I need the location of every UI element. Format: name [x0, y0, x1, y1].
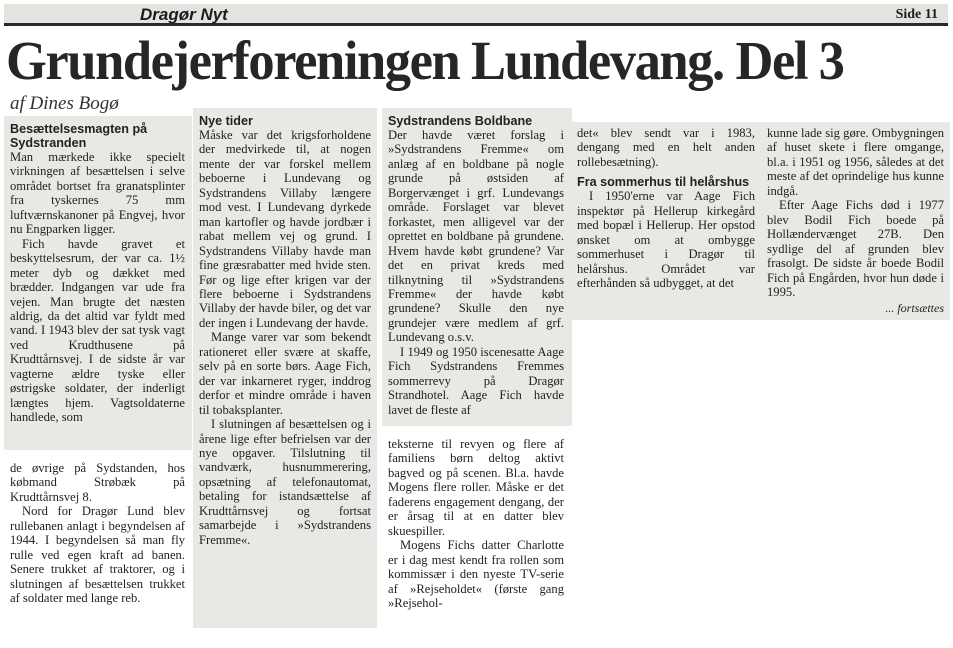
paragraph: kunne lade sig gøre. Ombygningen af huset skete i flere omgange, bl.a. i 1951 og 1956, således at det meste af det oprindelige hus kunne indgå. — [767, 126, 944, 198]
page-number: Side 11 — [895, 7, 938, 22]
column-1 — [10, 121, 185, 425]
column-3-continued — [388, 437, 564, 610]
masthead — [4, 4, 948, 26]
paper-name: Dragør Nyt — [140, 5, 228, 24]
subheading-occupation: Besættelsesmagten på Sydstranden — [10, 122, 148, 150]
column-2 — [199, 113, 371, 547]
paragraph: I slutningen af besættelsen og i årene lige efter befrielsen var der nye opgaver. Tilslutning til vandværk, husnummerering, opsætning af telefonautomat, betaling for istandsættelse af Krudttårnsvej og fortsat samarbejde i »Sydstrandens Fremme«. — [199, 417, 371, 547]
paragraph: Mange varer var som bekendt rationeret eller svære at skaffe, selv på en sorte børs. Aage Fich, der var inkarneret ryger, inddrog derfor et mindre område i haven til tobaksplanter. — [199, 330, 371, 417]
column-3 — [388, 113, 564, 417]
paragraph: Der havde været forslag i »Sydstrandens Fremme« om anlæg af en boldbane på nogle grunde på østsiden af Borgervænget i grf. Lundevangs område. Forslaget var blevet forkastet, men alligevel var der oprettet en boldbane på grundene. Hvem havde købt grundene? Var det en privat kreds med tilknytning til »Sydstrandens Fremme« der havde købt grundene? Skulle den nye grundejer være medlem af grf. Lundevang o.s.v. — [388, 128, 564, 345]
paragraph: Fich havde gravet et beskyttelsesrum, der var ca. 1½ meter dyb og dækket med brædder. Indgangen var ude fra vejen. Man brugte det næsten aldrig, da det altid var fyldt med vand. I 1943 blev der sat tysk vagt ved Krudthusene på Krudttårnsvej. I de sidste år var vagterne ældre tyske eller østrigske soldater, der inderligt længtes hjem. Vagtsoldaterne handlede, som — [10, 236, 185, 425]
paragraph: Efter Aage Fichs død i 1977 blev Bodil Fich boede på Hollændervænget 27B. Den sydlige del af grunden blev frasolgt. De sidste år boede Bodil Fich på Engården, hvor hun døde i 1995. — [767, 198, 944, 299]
paragraph: Nord for Dragør Lund blev rullebanen anlagt i begyndelsen af 1944. I begyndelsen så man fly rulle ved egen kraft ad banen. Senere trukket af traktorer, og i slutningen af besættelsen trukket af soldater med lange reb. — [10, 504, 185, 606]
paragraph: I 1949 og 1950 iscenesatte Aage Fich Sydstrandens Fremmes sommerrevy på Dragør Strandhotel. Aage Fich havde lavet de fleste af — [388, 344, 564, 417]
paragraph: teksterne til revyen og flere af familiens børn deltog aktivt bagved og på scenen. Bl.a. havde Mogens flere roller. Måske er det faderens engagement dengang, der er årsag til at en datter blev skuespiller. — [388, 437, 564, 538]
paragraph: I 1950'erne var Aage Fich inspektør på Hellerup kirkegård med bopæl i Hellerup. Her opstod ønsket om at ombygge sommerhuset i Dragør til helårshus. Området var efterhånden så udbygget, at det — [577, 189, 755, 291]
byline: af Dines Bogø — [10, 93, 119, 114]
headline: Grundejerforeningen Lundevang. Del 3 — [6, 30, 844, 91]
paragraph: Mogens Fichs datter Charlotte er i dag mest kendt fra rollen som kommissær i den nyeste TV-serie af »Rejseholdet« (første gang »Rejsehol- — [388, 538, 564, 610]
paragraph: det« blev sendt var i 1983, dengang med en helt anden rollebesætning). — [577, 126, 755, 169]
paragraph: Måske var det krigsforholdene der medvirkede til, at nogen mente der var forskel mellem beboerne i Lundevang og Sydstrandens Villaby længere mod vest. I Lundevang dyrkede man kartofler og havde jordbær i rabat mellem vej og grund. I Sydstrandens Villaby havde man fine græsrabatter med hvide sten. Før og lige efter krigen var der flere beboerne i Sydstrandens Villaby der havde biler, og det var der ingen i Lundevang der havde. — [199, 128, 371, 330]
subheading-new-times: Nye tider — [199, 114, 253, 128]
continued-note: ... fortsættes — [885, 301, 944, 316]
paragraph: de øvrige på Sydstanden, hos købmand Strøbæk på Krudttårnsvej 8. — [10, 461, 185, 504]
subheading-summer-house: Fra sommerhus til helårshus — [577, 175, 750, 190]
column-5 — [767, 126, 944, 316]
column-4 — [577, 126, 755, 291]
paragraph: Man mærkede ikke specielt virkningen af besættelsen i selve området bortset fra granatsplinter fra tyskernes 75 mm luftværnskanoner på Engvej, hvor nu Engparken ligger. — [10, 150, 185, 237]
subheading-football-field: Sydstrandens Boldbane — [388, 114, 533, 128]
column-1-continued — [10, 461, 185, 606]
